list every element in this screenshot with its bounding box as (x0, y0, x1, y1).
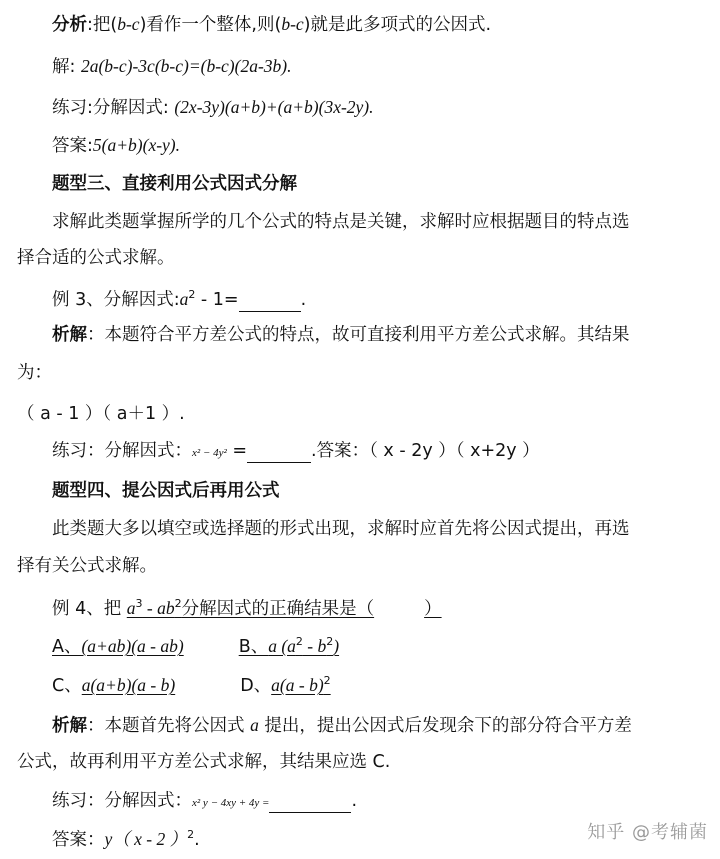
option-a-label: A、 (52, 637, 82, 657)
answer-4-label: 答案： (52, 830, 105, 850)
analysis-4-line-1 (52, 714, 720, 737)
practice-3-label: 练习：分解因式： (52, 441, 192, 461)
practice-4-line (52, 790, 720, 814)
example-4-suffix: 分解因式的正确结果是（ (181, 599, 375, 619)
practice-4-formula: x² y − 4xy + 4y = (192, 797, 270, 809)
analysis-4-label: 析解 (52, 716, 87, 736)
option-b-expr-end: ) (333, 636, 340, 656)
analysis-text-2: )看作一个整体,则( (139, 15, 282, 35)
example-4-line (52, 597, 720, 620)
analysis-text-3: )就是此多项式的公因式. (303, 15, 492, 35)
answer-4-expr: y（ x - 2 ） (104, 829, 188, 849)
solution-line (52, 55, 720, 78)
practice-3-answer: （ x - 2y ）（ x+2y ） (369, 441, 540, 461)
analysis-var-1: b-c (117, 14, 140, 34)
analysis-3-result: （ a - 1 ）（ a＋1 ）. (17, 404, 185, 424)
option-b-expr-mid: - b (302, 636, 327, 656)
analysis-3-text-1: ：本题符合平方差公式的特点，故可直接利用平方差公式求解。其结果 (87, 325, 630, 345)
analysis-3-label: 析解 (52, 325, 87, 345)
analysis-3-line-2: 为： (17, 363, 52, 383)
analysis-label: 分析 (52, 15, 87, 35)
practice-3-formula: x² − 4y² (192, 447, 227, 459)
zhihu-watermark: 知乎 @考辅菌 (587, 822, 708, 843)
para-3-line-1: 求解此类题掌握所学的几个公式的特点是关键，求解时应根据题目的特点选 (52, 212, 630, 232)
option-c-expr: a(a+b)(a - b) (81, 675, 176, 695)
practice-3-line (52, 440, 720, 464)
option-b-label: B、 (238, 637, 269, 657)
analysis-3-line-1 (52, 324, 720, 346)
option-c-label: C、 (52, 676, 82, 696)
example-4-exp-2: 2 (174, 597, 182, 610)
para-4-line-2: 择有关公式求解。 (17, 556, 157, 576)
practice-3-eq: = (226, 441, 248, 461)
solution-expr: 2a(b-c)-3c(b-c)=(b-c)(2a-3b). (80, 56, 292, 76)
example-3-line (52, 288, 720, 312)
analysis-4-line-2: 公式，故再利用平方差公式求解，其结果应选 C. (17, 752, 391, 772)
example-4-var-1: a (126, 598, 136, 618)
heading-type-4: 题型四、提公因式后再用公式 (52, 481, 280, 501)
example-3-prefix: 例 3、分解因式: (52, 290, 180, 310)
practice-3-blank (247, 440, 311, 463)
example-4-prefix: 例 4、把 (52, 599, 127, 619)
example-3-end: . (300, 290, 307, 310)
answer-4-end: . (194, 830, 200, 850)
option-a-expr: (a+ab)(a - ab) (81, 636, 184, 656)
analysis-line (52, 13, 720, 36)
option-d-label: D、 (240, 676, 272, 696)
option-b-exp-1: 2 (295, 635, 303, 648)
option-b-expr-pre: a (a (268, 636, 296, 656)
practice-3-answer-label: .答案： (311, 441, 370, 461)
practice-1-expr: (2x-3y)(a+b)+(a+b)(3x-2y). (174, 97, 374, 117)
practice-1-line (52, 96, 720, 119)
answer-1-line (52, 134, 720, 157)
example-3-blank (239, 289, 301, 312)
option-b-exp-2: 2 (326, 635, 334, 648)
heading-type-3: 题型三、直接利用公式因式分解 (52, 174, 297, 194)
analysis-4-text-1b: 提出，提出公因式后发现余下的部分符合平方差 (258, 716, 632, 736)
example-4-mid: - ab (142, 598, 175, 618)
practice-4-blank (269, 790, 351, 813)
answer-1-expr: 5(a+b)(x-y). (92, 135, 181, 155)
practice-4-end: . (351, 791, 358, 811)
answer-1-label: 答案: (52, 136, 93, 156)
analysis-text-1: 把( (92, 15, 118, 35)
example-3-exp: 2 (188, 288, 196, 301)
options-ab-line (52, 635, 720, 658)
para-4-line-1: 此类题大多以填空或选择题的形式出现，求解时应首先将公因式提出，再选 (52, 519, 630, 539)
analysis-4-text-1a: ：本题首先将公因式 (87, 716, 251, 736)
analysis-colon: : (87, 15, 93, 35)
example-3-suffix: - 1= (195, 290, 239, 310)
example-4-end: ） (424, 599, 442, 619)
analysis-var-2: b-c (281, 14, 304, 34)
practice-1-label: 练习:分解因式: (52, 98, 175, 118)
example-4-exp-1: 3 (135, 597, 143, 610)
analysis-4-var: a (250, 715, 259, 735)
example-3-var: a (179, 289, 189, 309)
solution-label: 解: (52, 57, 81, 77)
para-3-line-2: 择合适的公式求解。 (17, 248, 175, 268)
option-d-exp: 2 (323, 674, 331, 687)
answer-4-exp: 2 (187, 828, 195, 841)
option-d-expr: a(a - b) (271, 675, 324, 695)
options-cd-line (52, 674, 720, 697)
practice-4-label: 练习：分解因式： (52, 791, 192, 811)
